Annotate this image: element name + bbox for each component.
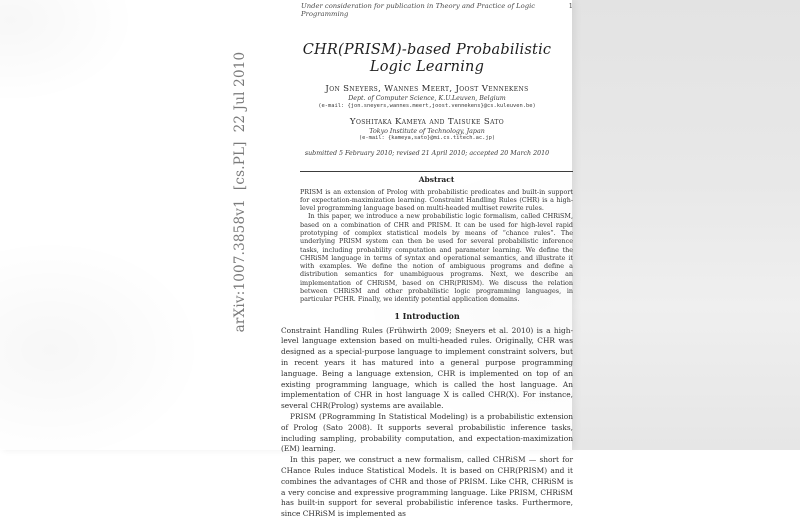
- email-group-1: (e-mail: {jon.sneyers,wannes.meert,joost.vennekens}@cs.kuleuven.be): [318, 102, 536, 109]
- abstract-heading: Abstract: [418, 174, 455, 184]
- affiliation-group-1: Dept. of Computer Science, K.U.Leuven, Belgium: [348, 95, 506, 102]
- submission-history: submitted 5 February 2010; revised 21 April 2010; accepted 20 March 2010: [304, 150, 550, 157]
- paper-title: CHR(PRISM)-based Probabilistic Logic Learning: [302, 42, 552, 75]
- running-head-text: Under consideration for publication in Theory and Practice of Logic Programming: [301, 2, 536, 18]
- author-names-group-1: Jon Sneyers, Wannes Meert, Joost Vennekens: [325, 84, 529, 94]
- running-head: [281, 2, 573, 18]
- abstract-paragraph: PRISM is an extension of Prolog with probabilistic predicates and built-in support for expectation-maximization learning. Constraint Handling Rules (CHR) is a high-level programming language based on multi-headed multiset rewrite rules.: [300, 187, 573, 213]
- author-names-group-2: Yoshitaka Kameya and Taisuke Sato: [349, 116, 505, 127]
- introduction-paragraph: Constraint Handling Rules (Frühwirth 2009; Sneyers et al. 2010) is a high-level language extension based on multi-headed rules. Originally, CHR was designed as a special-purpose language to implement constraint solvers, but in recent years it has matured into a general purpose programming language. Being a language extension, CHR is implemented on top of an existing programming language, which is called the host language. An implementation of CHR in host language X is called CHR(X). For instance, several CHR(Prolog) systems are available.: [281, 325, 573, 411]
- arxiv-watermark: arXiv:1007.3858v1 [cs.PL] 22 Jul 2010: [232, 51, 248, 333]
- paper-content-column: [281, 0, 573, 519]
- email-group-2: (e-mail: {kameya,sato}@mi.cs.titech.ac.jp): [358, 135, 496, 141]
- affiliation-group-2: Tokyo Institute of Technology, Japan: [369, 127, 485, 135]
- introduction-paragraph: In this paper, we construct a new formalism, called CHRiSM — short for CHance Rules induce Statistical Models. It is based on CHR(PRISM) and it combines the advantages of CHR and those of PRISM. Like CHR, CHRiSM is a very concise and expressive programming language. Like PRISM, CHRiSM has built-in support for several probabilistic inference tasks. Furthermore, since CHRiSM is implemented as: [281, 455, 573, 519]
- introduction-paragraph: PRISM (PRogramming In Statistical Modeling) is a probabilistic extension of Prolog (Sato 2008). It supports several probabilistic inference tasks, including sampling, probability computation, and expectation-maximization (EM) learning.: [281, 412, 573, 454]
- section-heading-introduction: 1 Introduction: [394, 310, 460, 321]
- abstract-block: [300, 171, 573, 304]
- abstract-paragraph: In this paper, we introduce a new probabilistic logic formalism, called CHRiSM, based on a combination of CHR and PRISM. It can be used for high-level rapid prototyping of complex statistical models by means of “chance rules”. The underlying PRISM system can then be used for several probabilistic inference tasks, including probability computation and parameter learning. We define the CHRiSM language in terms of syntax and operational semantics, and illustrate it with examples. We define the notion of ambiguous programs and define a distribution semantics for unambiguous programs. Next, we describe an implementation of CHRiSM, based on CHR(PRISM). We discuss the relation between CHRiSM and other probabilistic logic programming languages, in particular PCHR. Finally, we identify potential application domains.: [300, 212, 573, 304]
- page-number: 1: [568, 2, 573, 10]
- abstract-top-rule: [300, 171, 573, 172]
